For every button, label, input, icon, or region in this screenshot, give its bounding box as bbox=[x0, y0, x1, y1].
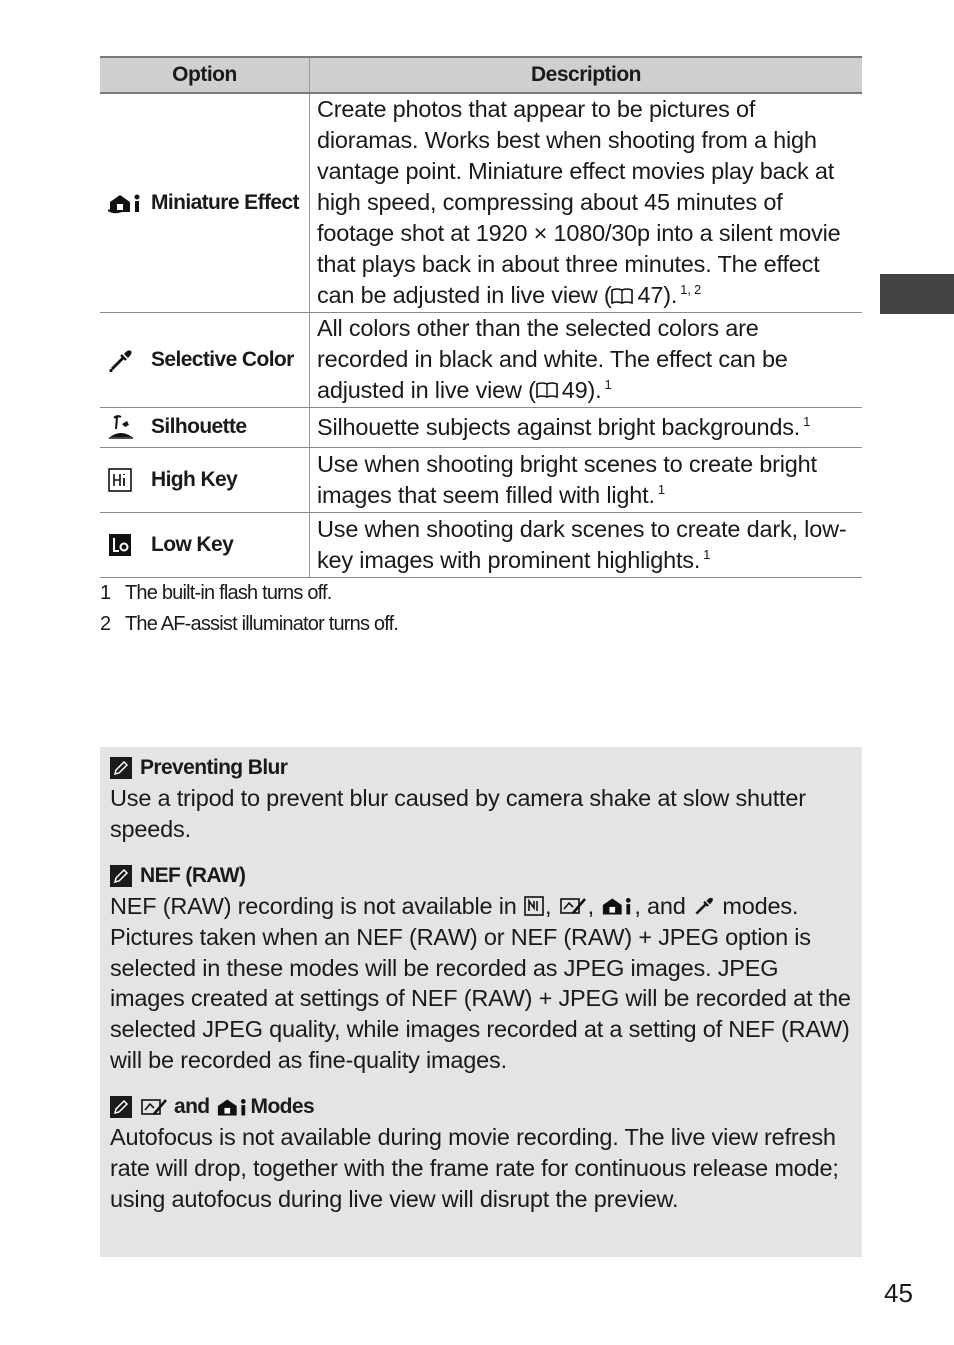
table-row: Miniature Effect Create photos that appear to be pictures of dioramas. Works best when shooting from a high vantage point. Miniature effect movies play back at high speed, compressing about 45 minutes of footage shot at 1920 × 1080/30p into a silent movie that plays back in about three minutes. The effect can be adjusted in live view ( 47). $^{1, 2}$ bbox=[100, 93, 862, 312]
note-title: NEF (RAW) bbox=[140, 864, 246, 887]
selective-color-icon bbox=[693, 895, 715, 917]
footnote: 1 The built-in flash turns off. bbox=[100, 582, 332, 604]
notes-box bbox=[100, 747, 862, 1257]
option-label: High Key bbox=[151, 467, 238, 491]
silhouette-icon bbox=[108, 415, 142, 439]
pencil-icon bbox=[110, 757, 132, 779]
footnotes bbox=[100, 578, 398, 640]
high-key-icon bbox=[108, 468, 142, 492]
color-sketch-icon bbox=[559, 895, 587, 917]
selective-color-icon bbox=[108, 347, 142, 373]
note-title: Preventing Blur bbox=[140, 756, 288, 779]
table-row bbox=[100, 447, 862, 512]
table-row bbox=[100, 512, 862, 577]
note-body: NEF (RAW) recording is not available in , , , and modes. Pictures taken when an NEF (RAW) or NEF (RAW) + JPEG option is selected in these modes will be recorded as JPEG images. JPEG images created at settings of NEF (RAW) + JPEG will be recorded at the selected JPEG quality, while images recorded at a setting of NEF (RAW) will be recorded as fine-quality images. bbox=[110, 893, 851, 1073]
table-row: Selective Color All colors other than the selected colors are recorded in black and white. The effect can be adjusted in live view ( 49). $^1$ bbox=[100, 312, 862, 407]
note-ref: 1 bbox=[703, 546, 711, 562]
night-vision-icon bbox=[524, 895, 544, 917]
note-preventing-blur bbox=[110, 753, 852, 845]
page-ref: 49 bbox=[561, 377, 588, 403]
note-modes: and Modes Autofocus is not available during movie recording. The live view refresh rate will drop, together with the frame rate for continuous release mode; using autofocus during live view will disrupt the preview. bbox=[110, 1092, 852, 1214]
miniature-effect-icon bbox=[108, 192, 142, 214]
note-body: Autofocus is not available during movie recording. The live view refresh rate will drop, together with the frame rate for continuous release mode; using autofocus during live view will disrupt the preview. bbox=[110, 1124, 839, 1212]
pencil-icon bbox=[110, 1096, 132, 1118]
table-header-row bbox=[100, 57, 862, 93]
footnote: 2 The AF-assist illuminator turns off. bbox=[100, 613, 399, 635]
option-description: Use when shooting dark scenes to create dark, low-key images with prominent highlights. bbox=[317, 515, 847, 573]
color-sketch-icon bbox=[140, 1096, 168, 1118]
miniature-effect-icon bbox=[601, 895, 633, 917]
note-nef-raw bbox=[110, 861, 852, 1076]
option-description: All colors other than the selected colors are recorded in black and white. The effect can be adjusted in live view ( bbox=[317, 315, 788, 403]
note-ref: 1 bbox=[657, 481, 665, 497]
option-label: Miniature Effect bbox=[151, 190, 299, 214]
note-body: Use a tripod to prevent blur caused by camera shake at slow shutter speeds. bbox=[110, 785, 806, 842]
table-row bbox=[100, 407, 862, 447]
note-ref: 1 bbox=[604, 377, 612, 393]
book-icon bbox=[611, 287, 633, 305]
page-ref: 47 bbox=[637, 282, 664, 309]
header-description: Description bbox=[310, 57, 863, 93]
option-description: Silhouette subjects against bright backgrounds. bbox=[317, 413, 801, 440]
options-table bbox=[100, 56, 862, 578]
option-description: Create photos that appear to be pictures of dioramas. Works best when shooting from a high vantage point. Miniature effect movies play back at high speed, compressing about 45 minutes of footage shot at 1920 × 1080/30p into a silent movie that plays back in about three minutes. The effect can be adjusted in live view ( bbox=[317, 96, 841, 309]
option-label: Low Key bbox=[151, 532, 234, 556]
option-description: Use when shooting bright scenes to create bright images that seem filled with light. bbox=[317, 450, 817, 508]
page-number: 45 bbox=[884, 1278, 913, 1308]
note-ref: 1 bbox=[803, 413, 811, 429]
option-label: Selective Color bbox=[151, 347, 294, 371]
book-icon bbox=[536, 381, 558, 399]
miniature-effect-icon bbox=[216, 1096, 248, 1118]
chapter-tab bbox=[880, 274, 954, 314]
low-key-icon bbox=[108, 533, 142, 557]
header-option: Option bbox=[100, 57, 310, 93]
note-ref: 1, 2 bbox=[680, 282, 702, 298]
pencil-icon bbox=[110, 865, 132, 887]
option-label: Silhouette bbox=[151, 415, 247, 438]
